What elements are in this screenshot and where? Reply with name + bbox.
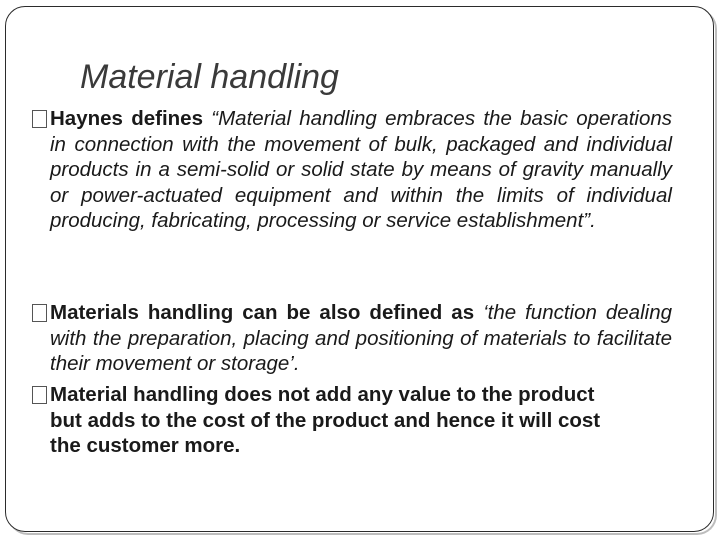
bullet-lead-1: Haynes defines bbox=[50, 107, 212, 130]
checkbox-bullet-icon bbox=[32, 386, 47, 404]
bullet-paragraph-1 bbox=[32, 106, 672, 234]
bullet-paragraph-3 bbox=[32, 382, 622, 459]
slide-title: Material handling bbox=[80, 58, 339, 96]
bullet-paragraph-2 bbox=[32, 300, 672, 377]
bullet-text-3 bbox=[50, 382, 622, 459]
checkbox-bullet-icon bbox=[32, 304, 47, 322]
checkbox-bullet-icon bbox=[32, 110, 47, 128]
bullet-text-2 bbox=[50, 300, 672, 377]
bullet-quote-2: ‘the function dealing with the preparation, placing and positioning of materials to facilitate their movement or storage’. bbox=[50, 301, 672, 375]
bullet-lead-2: Materials handling can be also defined as bbox=[50, 301, 484, 324]
bullet-quote-1: “Material handling embraces the basic operations in connection with the movement of bulk, packaged and individual products in a semi-solid or solid state by means of gravity manually or power-actuated equipment and within the limits of individual producing, fabricating, processing or service establishment”. bbox=[50, 107, 673, 232]
bullet-lead-3: Material handling does not add any value to the product but adds to the cost of the product and hence it will cost the customer more. bbox=[50, 383, 601, 457]
bullet-text-1 bbox=[50, 106, 672, 234]
